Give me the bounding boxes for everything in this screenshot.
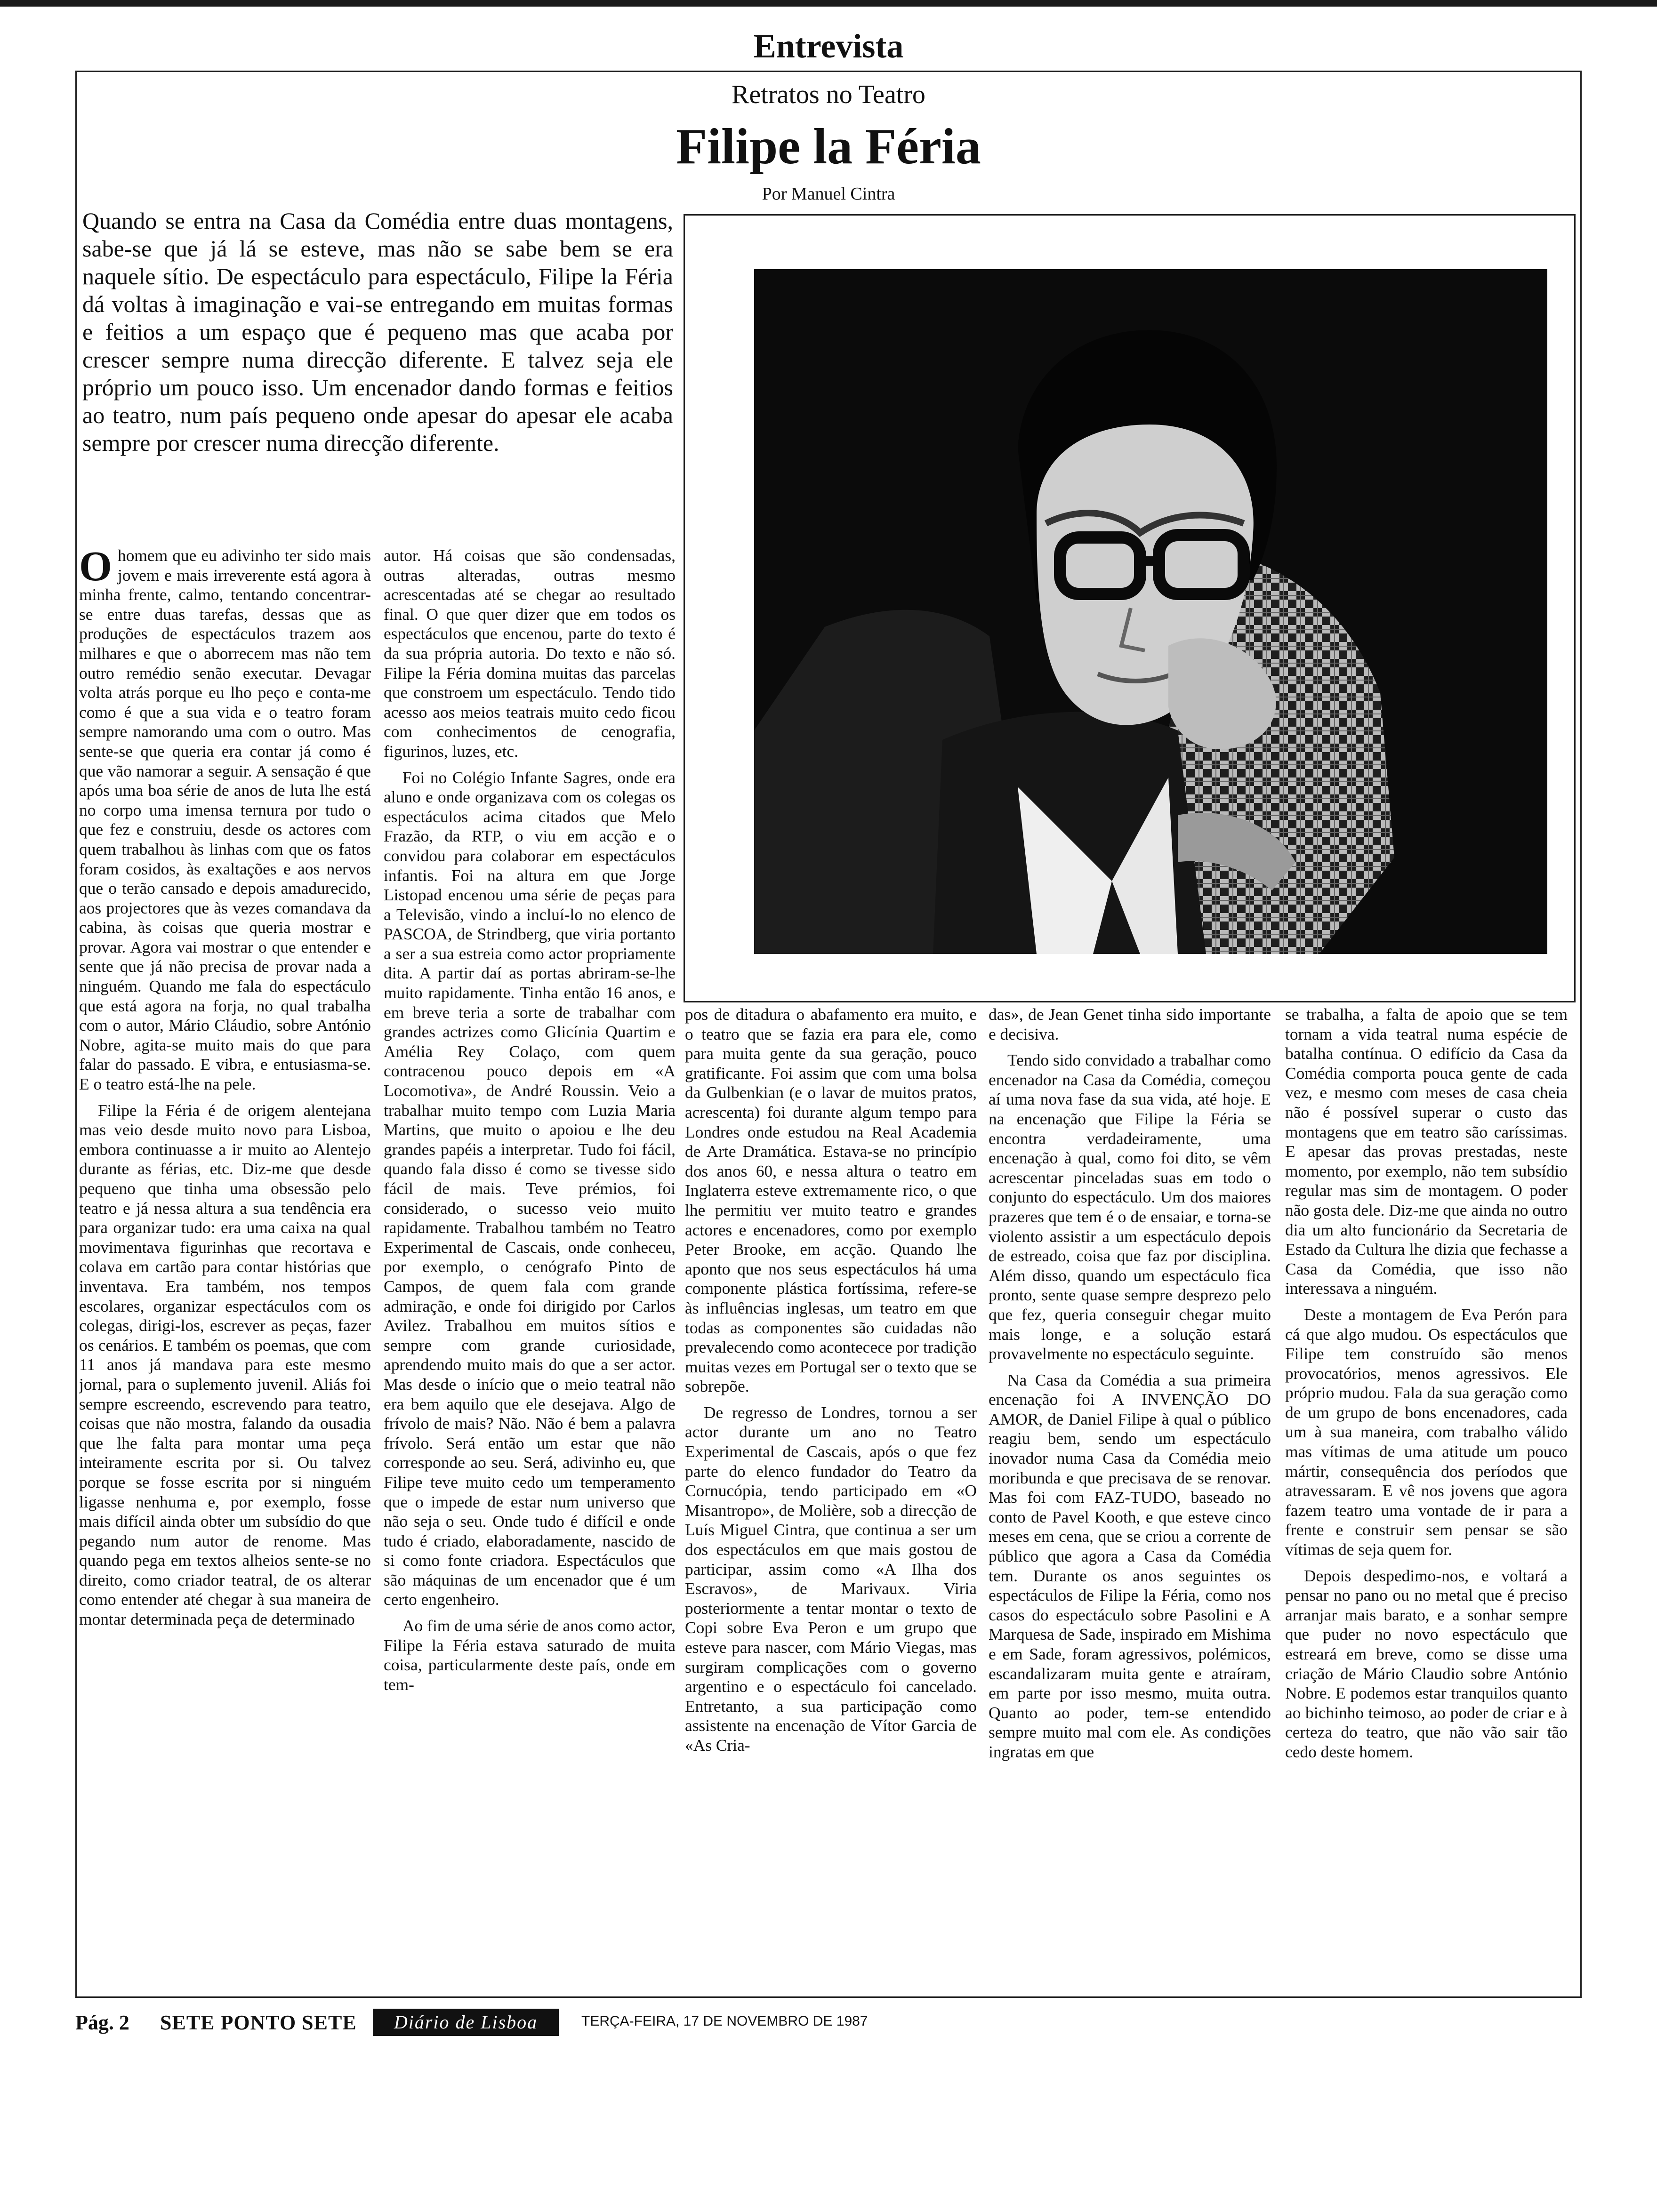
- body-paragraph: Filipe la Féria é de origem alentejana mas veio desde muito novo para Lisboa, embora continuasse a ir muito ao Alentejo durante as férias, etc. Diz-me que desde pequeno que tinha uma obsessão pelo teatro e já nessa altura a sua tendência era para organizar tudo: era uma caixa na qual movimentava figurinhas que recortava e colava em cartão para contar histórias que inventava. Era também, nos tempos escolares, organizar espectáculos com os colegas, dirigi-los, escrever as peças, fazer os cenários. E também os poemas, que com 11 anos já mandava para este mesmo jornal, para o suplemento juvenil. Aliás foi sempre escreendo, escrevendo para teatro, coisas que não mostra, falando da ousadia que lhe falta para montar uma peça inteiramente escrita por si. Ou talvez porque se fosse escrita por si ninguém ligasse nenhuma e, por exemplo, fosse mais difícil ainda obter um subsídio do que pegando num autor de renome. Mas quando pega em textos alheios sente-se no direito, como criador teatral, de os alterar como entender até chegar à sua maneira de montar determinada peça de determinado: [79, 1100, 371, 1629]
- newspaper-masthead: Diário de Lisboa: [373, 2009, 559, 2036]
- body-column-5: [1285, 1005, 1568, 1996]
- body-paragraph: De regresso de Londres, tornou a ser actor durante um ano no Teatro Experimental de Cascais, após o que fez parte do elenco fundador do Teatro da Cornucópia, tendo participado em «O Misantropo», de Molière, sob a direcção de Luís Miguel Cintra, que continua a ser um dos espectáculos em que mais gostou de participar, assim como «A Ilha dos Escravos», de Marivaux. Viria posteriormente a tentar montar o texto de Copi sobre Eva Peron e um grupo que esteve para nascer, com Mário Viegas, mas surgiram complicações com o governo argentino e o espectáculo foi cancelado. Entretanto, a sua participação como assistente na encenação de Vítor Garcia de «As Cria-: [685, 1403, 977, 1755]
- kicker: Retratos no Teatro: [732, 80, 925, 109]
- lead-paragraph: Quando se entra na Casa da Comédia entre duas montagens, sabe-se que já lá se esteve, mas não se sabe bem se era naquele sítio. De espectáculo para espectáculo, Filipe la Féria dá voltas à imaginação e vai-se entregando em muitas formas e feitios a um espaço que é pequeno mas que acaba por crescer sempre numa direcção diferente. E talvez seja ele próprio um pouco isso. Um encenador dando formas e feitios ao teatro, num país pequeno onde apesar do apesar ele acaba sempre por crescer numa direcção diferente.: [82, 208, 673, 456]
- section-label: Entrevista: [753, 27, 904, 65]
- dateline: TERÇA-FEIRA, 17 DE NOVEMBRO DE 1987: [581, 2013, 868, 2029]
- body-paragraph: Depois despedimo-nos, e voltará a pensar no pano ou no metal que é preciso arranjar mais barato, e a sonhar sempre que puder no novo espectáculo que estreará em breve, como se disse uma criação de Mário Claudio sobre António Nobre. E podemos estar tranquilos quanto ao bichinho teimoso, ao poder de criar e à certeza do teatro, que não vão sair tão cedo deste homem.: [1285, 1566, 1568, 1761]
- top-rule: [0, 0, 1657, 7]
- supplement-name: SETE PONTO SETE: [160, 2011, 357, 2034]
- body-column-2: [384, 546, 676, 1996]
- body-column-1: [79, 546, 371, 1996]
- body-paragraph: Tendo sido convidado a trabalhar como encenador na Casa da Comédia, começou aí uma nova fase da sua vida, até hoje. E na encenação que Filipe la Féria se encontra verdadeiramente, uma encenação à qual, como foi dito, se vêm acrescentar pinceladas suas em todo o conjunto do espectáculo. Um dos maiores prazeres que tem é o de ensaiar, e torna-se violento assistir a um espectáculo depois de estreado, coisa que faz por disciplina. Além disso, quando um espectáculo fica pronto, sente quase sempre desprezo pelo que fez, queria conseguir chegar muito mais longe, e a solução estará provavelmente no espectáculo seguinte.: [989, 1050, 1271, 1363]
- body-paragraph: Ohomem que eu adivinho ter sido mais jovem e mais irreverente está agora à minha frente, calmo, tentando concentrar-se entre duas tarefas, dessas que as produções de espectáculos trazem aos milhares e que o aborrecem mas não tem outro remédio senão executar. Devagar volta atrás porque eu lho peço e conta-me como é que a sua vida e o teatro foram sempre namorando uma com o outro. Mas sente-se que queria era contar já como é que vão namorar a seguir. A sensação é que após uma boa série de anos de luta lhe está no corpo uma imensa ternura por tudo o que fez e construiu, desde os actores com quem trabalhou às linhas com que os fatos foram cosidos, às exaltações e aos nervos que o terão cansado e depois amadurecido, aos projectores que às vezes comandava da cabina, às coisas que queria mostrar e provar. Agora vai mostrar o que entender e sente que já não precisa de provar nada a ninguém. Quando me fala do espectáculo que está agora na forja, no qual trabalha com o autor, Mário Cláudio, sobre António Nobre, agita-se muito mais do que para falar do passado. E vibra, e entusiasma-se. E o teatro está-lhe na pele.: [79, 546, 371, 1094]
- body-paragraph: pos de ditadura o abafamento era muito, e o teatro que se fazia era para ele, como para muita gente da sua geração, pouco gratificante. Foi assim que com uma bolsa da Gulbenkian (e o lavar de muitos pratos, acrescenta) foi durante algum tempo para Londres onde estudou na Real Academia de Arte Dramática. Estava-se no princípio dos anos 60, e nessa altura o teatro em Inglaterra esteve extremamente rico, o que lhe permitiu ver muito teatro e grandes actores e encenadores, como por exemplo Peter Brooke, em acção. Quando lhe aponto que nos seus espectáculos há uma componente plástica fortíssima, refere-se às influências inglesas, um teatro em que todas as componentes são cuidadas não prevalecendo como acontecece por tradição muitas vezes em Portugal ser o texto que se sobrepõe.: [685, 1005, 977, 1396]
- body-paragraph: Na Casa da Comédia a sua primeira encenação foi A INVENÇÃO DO AMOR, de Daniel Filipe à qual o público reagiu bem, sendo um espectáculo inovador numa Casa da Comédia meio moribunda e que precisava de se renovar. Mas foi com FAZ-TUDO, baseado no conto de Pavel Kooth, e que esteve cinco meses em cena, que se criou a corrente de público que agora a Casa da Comédia tem. Durante os anos seguintes os espectáculos de Filipe la Féria, como nos casos do espectáculo sobre Pasolini e A Marquesa de Sade, inspirado em Mishima e em Sade, foram agressivos, polémicos, escandalizaram muita gente e atraíram, em parte por isso mesmo, muita outra. Quanto ao poder, tem-se entendido sempre muito mal com ele. As condições ingratas em que: [989, 1370, 1271, 1761]
- drop-cap: O: [79, 546, 113, 590]
- body-column-3: [685, 1005, 977, 1996]
- body-paragraph: Foi no Colégio Infante Sagres, onde era aluno e onde organizava com os colegas os espectáculos acima citados que Melo Frazão, da RTP, o viu em acção e o convidou para colaborar em espectáculos infantis. Foi na altura em que Jorge Listopad encenou uma série de peças para a Televisão, vindo a incluí-lo no elenco de PASCOA, de Strindberg, que viria portanto a ser a sua estreia como actor propriamente dita. A partir daí as portas abriram-se-lhe muito rapidamente. Tinha então 16 anos, e em breve teria a sorte de trabalhar com grandes actrizes como Glicínia Quartim e Amélia Rey Colaço, com quem contracenou pouco depois em «A Locomotiva», de André Roussin. Veio a trabalhar muito tempo com Luzia Maria Martins, que muito o apoiou e lhe deu grandes papéis a interpretar. Tudo foi fácil, quando fala disso é como se tivesse sido fácil de mais. Teve prémios, foi considerado, o sucesso veio muito rapidamente. Trabalhou também no Teatro Experimental de Cascais, onde conheceu, por exemplo, o cenógrafo Pinto de Campos, de quem fala com grande admiração, e onde foi dirigido por Carlos Avilez. Trabalhou em muitos sítios e sempre com grande curiosidade, aprendendo muito mais do que a ser actor. Mas desde o início que o meio teatral não era bem aquilo que ele desejava. Algo de frívolo de mais? Não. Não é bem a palavra frívolo. Será então um estar que não corresponde ao seu. Será, adivinho eu, que Filipe teve muito cedo um temperamento que o impede de estar num universo que não seja o seu. Onde tudo é difícil e onde tudo é criado, elaboradamente, nascido de si como fonte criadora. Espectáculos que são máquinas de um encenador que é um certo engenheiro.: [384, 768, 676, 1609]
- portrait-photo: [754, 269, 1547, 954]
- body-paragraph: Deste a montagem de Eva Perón para cá que algo mudou. Os espectáculos que Filipe tem construído são menos provocatórios, menos agressivos. Ele próprio mudou. Fala da sua geração como de um grupo de bons encenadores, cada um à sua maneira, com trabalho válido mas vítimas de uma atitude um pouco mártir, consequência dos períodos que atravessaram. E vê nos jovens que agora fazem teatro uma vontade de ir para a frente e construir sem pensar se são vítimas de seja quem for.: [1285, 1305, 1568, 1559]
- body-paragraph: Ao fim de uma série de anos como actor, Filipe la Féria estava saturado de muita coisa, particularmente deste país, onde em tem-: [384, 1616, 676, 1694]
- headline: Filipe la Féria: [676, 119, 981, 175]
- body-paragraph: das», de Jean Genet tinha sido importante e decisiva.: [989, 1005, 1271, 1043]
- body-column-4: [989, 1005, 1271, 1996]
- body-paragraph: autor. Há coisas que são condensadas, outras alteradas, outras mesmo acrescentadas até se chegar ao resultado final. O que quer dizer que em todos os espectáculos que encenou, parte do texto é da sua própria autoria. Do texto e não só. Filipe la Féria domina muitas das parcelas que constroem um espectáculo. Tendo tido acesso aos meios teatrais muito cedo ficou com conhecimentos de cenografia, figurinos, luzes, etc.: [384, 546, 676, 761]
- byline: Por Manuel Cintra: [762, 184, 895, 204]
- page-number: Pág. 2: [75, 2011, 129, 2034]
- body-paragraph: se trabalha, a falta de apoio que se tem tornam a vida teatral numa espécie de batalha contínua. O edifício da Casa da Comédia comporta pouca gente de cada vez, e mesmo com meses de casa cheia não é possível superar o custo das montagens que em teatro são caríssimas. E apesar das provas prestadas, neste momento, por exemplo, não tem subsídio regular mas sim de montagem. O poder não gosta dele. Diz-me que ainda no outro dia um alto funcionário da Secretaria de Estado da Cultura lhe dizia que fechasse a Casa da Comédia, que isso não interessava a ninguém.: [1285, 1005, 1568, 1298]
- page-footer: [75, 2004, 1582, 2042]
